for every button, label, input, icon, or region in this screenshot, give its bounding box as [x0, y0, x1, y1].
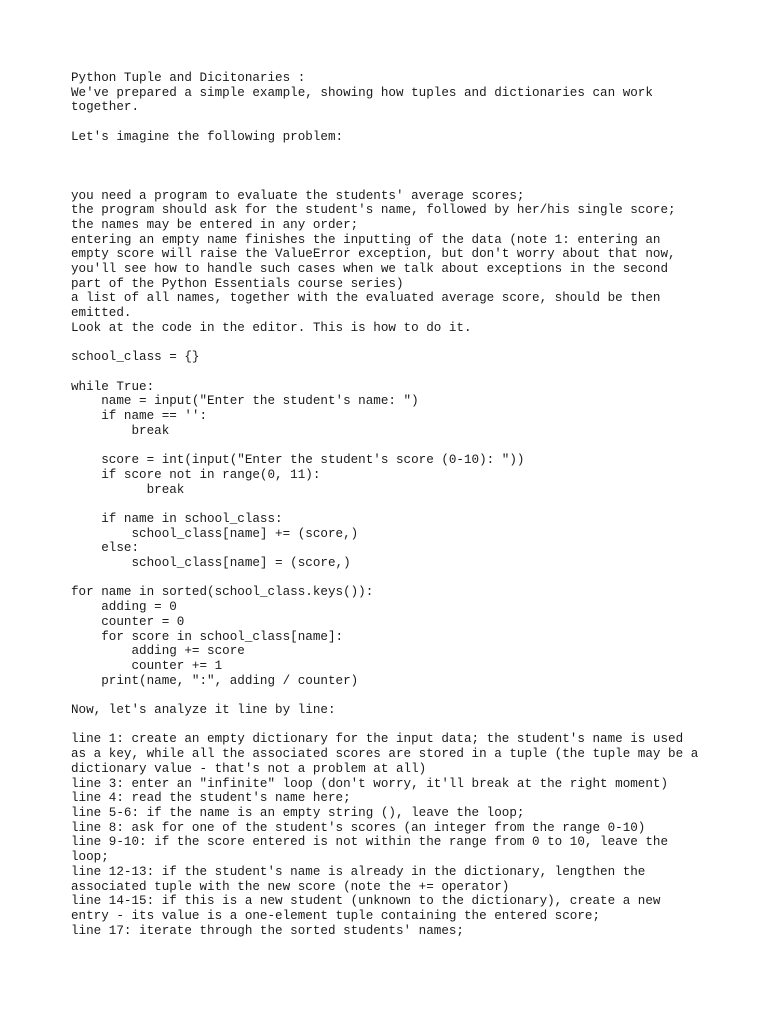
text-line: the names may be entered in any order; [71, 217, 359, 232]
text-line: loop; [71, 850, 109, 865]
code-line: break [71, 423, 170, 438]
blank-line [71, 497, 731, 512]
text-line: part of the Python Essentials course series) [71, 276, 404, 291]
text-line: line 12-13: if the student's name is already in the dictionary, lengthen the [71, 864, 646, 879]
text-line: We've prepared a simple example, showing how tuples and dictionaries can work [71, 85, 653, 100]
text-line: emitted. [71, 306, 132, 321]
blank-line [71, 145, 731, 160]
text-line: Let's imagine the following problem: [71, 129, 344, 144]
blank-line [71, 438, 731, 453]
code-line: counter += 1 [71, 658, 223, 673]
text-line: line 17: iterate through the sorted students' names; [71, 923, 464, 938]
blank-line [71, 159, 731, 174]
code-line: name = input("Enter the student's name: ") [71, 394, 419, 409]
code-line: break [71, 482, 185, 497]
text-line: together. [71, 100, 140, 115]
text-line: line 4: read the student's name here; [71, 791, 351, 806]
document-page [71, 71, 731, 938]
code-line: if name in school_class: [71, 511, 283, 526]
code-line: school_class = {} [71, 350, 200, 365]
code-line: adding += score [71, 644, 245, 659]
blank-line [71, 718, 731, 733]
text-line: line 9-10: if the score entered is not within the range from 0 to 10, leave the [71, 835, 669, 850]
text-line: line 5-6: if the name is an empty string (), leave the loop; [71, 805, 525, 820]
code-line: print(name, ":", adding / counter) [71, 673, 359, 688]
text-line: a list of all names, together with the evaluated average score, should be then [71, 291, 661, 306]
code-line: adding = 0 [71, 600, 177, 615]
text-line: you'll see how to handle such cases when we talk about exceptions in the second [71, 262, 669, 277]
code-line: school_class[name] += (score,) [71, 526, 359, 541]
text-line: the program should ask for the student's name, followed by her/his single score; [71, 203, 676, 218]
code-line: while True: [71, 379, 155, 394]
text-line: dictionary value - that's not a problem at all) [71, 761, 427, 776]
text-line: empty score will raise the ValueError exception, but don't worry about that now, [71, 247, 676, 262]
text-line: associated tuple with the new score (note the += operator) [71, 879, 510, 894]
blank-line [71, 365, 731, 380]
text-line: entry - its value is a one-element tuple containing the entered score; [71, 908, 601, 923]
code-line: school_class[name] = (score,) [71, 556, 351, 571]
blank-line [71, 688, 731, 703]
code-line: if name == '': [71, 409, 208, 424]
text-line: line 14-15: if this is a new student (unknown to the dictionary), create a new [71, 894, 661, 909]
text-line: you need a program to evaluate the students' average scores; [71, 188, 525, 203]
blank-line [71, 336, 731, 351]
blank-line [71, 115, 731, 130]
text-line: line 1: create an empty dictionary for the input data; the student's name is used [71, 732, 684, 747]
text-line: line 8: ask for one of the student's scores (an integer from the range 0-10) [71, 820, 646, 835]
text-line: line 3: enter an "infinite" loop (don't worry, it'll break at the right moment) [71, 776, 669, 791]
code-line: for name in sorted(school_class.keys()): [71, 585, 374, 600]
blank-line [71, 571, 731, 586]
text-line: as a key, while all the associated scores are stored in a tuple (the tuple may be a [71, 747, 699, 762]
text-line: entering an empty name finishes the inputting of the data (note 1: entering an [71, 232, 661, 247]
text-line: Look at the code in the editor. This is how to do it. [71, 320, 472, 335]
code-line: for score in school_class[name]: [71, 629, 344, 644]
code-line: score = int(input("Enter the student's score (0-10): ")) [71, 453, 525, 468]
blank-line [71, 174, 731, 189]
document-title: Python Tuple and Dicitonaries : [71, 71, 306, 85]
text-line: Now, let's analyze it line by line: [71, 703, 336, 718]
code-line: counter = 0 [71, 614, 185, 629]
code-line: else: [71, 541, 140, 556]
code-line: if score not in range(0, 11): [71, 467, 321, 482]
